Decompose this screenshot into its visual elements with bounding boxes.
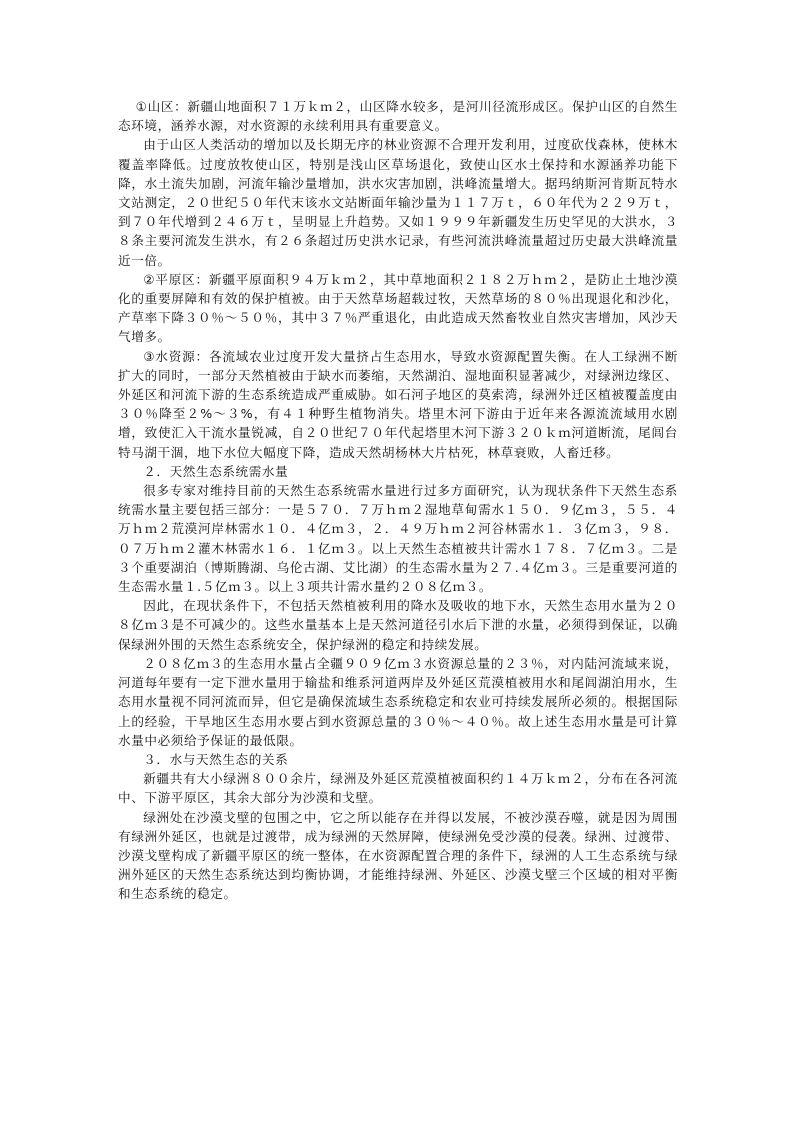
paragraph-oasis-transition: 绿洲处在沙漠戈壁的包围之中，它之所以能存在并得以发展，不被沙漠吞噬，就是因为周围有绿洲外延区，也就是过渡带，成为绿洲的天然屏障，使绿洲免受沙漠的侵袭。绿洲、过渡带、沙漠戈壁构成了新疆平原区的统一整体，在水资源配置合理的条件下，绿洲的人工生态系统与绿洲外延区的天然生态系统达到均衡协调，才能维持绿洲、外延区、沙漠戈壁三个区域的相对平衡和生态系统的稳定。	[118, 809, 678, 902]
document-body	[118, 97, 678, 904]
section-heading-water-ecology-relation: ３．水与天然生态的关系	[143, 751, 289, 767]
section-heading-ecosystem-water-demand: ２．天然生态系统需水量	[143, 463, 289, 479]
paragraph-ecological-water-use: 因此，在现状条件下，不包括天然植被利用的降水及吸收的地下水，天然生态用水量为２０８亿ｍ３是不可减少的。这些水量基本上是天然河道径引水后下泄的水量，必须得到保证，以确保绿洲外围的天然生态系统安全，保护绿洲的稳定和持续发展。	[118, 598, 678, 652]
paragraph-oasis-count: 新疆共有大小绿洲８００余片，绿洲及外延区荒漠植被面积约１４万ｋｍ２，分布在各河流中、下游平原区，其余大部分为沙漠和戈壁。	[118, 771, 678, 806]
paragraph-water-resources: ③水资源：各流域农业过度开发大量挤占生态用水，导致水资源配置失衡。在人工绿洲不断扩大的同时，一部分天然植被由于缺水而萎缩，天然湖泊、湿地面积显著减少，对绿洲边缘区、外延区和河流下游的生态系统造成严重威胁。如石河子地区的莫索湾，绿洲外迁区植被覆盖度由３０％降至２%～３%，有４１种野生植物消失。塔里木河下游由于近年来各源流流域用水剧增，致使汇入干流水量锐减，自２０世纪７０年代起塔里木河下游３２０ｋｍ河道断流，尾闾台特马湖干涸，地下水位大幅度下降，造成天然胡杨林大片枯死，林草衰败，人畜迁移。	[118, 348, 678, 460]
paragraph-mountain-area: ①山区：新疆山地面积７１万ｋｍ２，山区降水较多，是河川径流形成区。保护山区的自然生态环境，涵养水源，对水资源的永续利用具有重要意义。	[118, 99, 678, 134]
paragraph-plain-area: ②平原区：新疆平原面积９４万ｋｍ２，其中草地面积２１８２万ｈｍ２，是防止土地沙漠化的重要屏障和有效的保护植被。由于天然草场超载过牧，天然草场的８０％出现退化和沙化，产草率下降３０％～５０％，其中３７％严重退化，由此造成天然畜牧业自然灾害增加，风沙天气增多。	[118, 271, 678, 345]
paragraph-mountain-degradation: 由于山区人类活动的增加以及长期无序的林业资源不合理开发利用，过度砍伐森林，使林木覆盖率降低。过度放牧使山区，特别是浅山区草场退化，致使山区水土保持和水源涵养功能下降，水土流失加剧，河流年输沙量增加，洪水灾害加剧，洪峰流量增大。据玛纳斯河肯斯瓦特水文站测定，２０世纪５０年代末该水文站断面年输沙量为１１７万ｔ，６０年代为２２９万ｔ，到７０年代增到２４６万ｔ，呈明显上升趋势。又如１９９９年新疆发生历史罕见的大洪水，３８条主要河流发生洪水，有２６条超过历史洪水记录，有些河流洪峰流量超过历史最大洪峰流量近一倍。	[118, 137, 678, 268]
paragraph-water-demand-research: 很多专家对维持目前的天然生态系统需水量进行过多方面研究，认为现状条件下天然生态系统需水量主要包括三部分：一是５７０．７万ｈｍ２湿地草甸需水１５０．９亿ｍ３，５５．４万ｈｍ２荒漠河岸林需水１０．４亿ｍ３，２．４９万ｈｍ２河谷林需水１．３亿ｍ３，９８．０７万ｈｍ２灌木林需水１６．１亿ｍ３。以上天然生态植被共计需水１７８．７亿ｍ３。二是３个重要湖泊（博斯腾湖、乌伦古湖、艾比湖）的生态需水量为２７.４亿ｍ３。三是重要河道的生态需水量１.５亿ｍ３。以上３项共计需水量约２０８亿ｍ３。	[118, 483, 678, 595]
paragraph-water-share: ２０８亿ｍ３的生态用水量占全疆９０９亿ｍ３水资源总量的２３％，对内陆河流域来说，河道每年要有一定下泄水量用于输盐和维系河道两岸及外延区荒漠植被用水和尾闾湖泊用水，生态用水量视不同河流而异，但它是确保流域生态系统稳定和农业可持续发展所必须的。根据国际上的经验，干旱地区生态用水要占到水资源总量的３０％～４０％。故上述生态用水量是可计算水量中必须给予保证的最低限。	[118, 655, 678, 748]
